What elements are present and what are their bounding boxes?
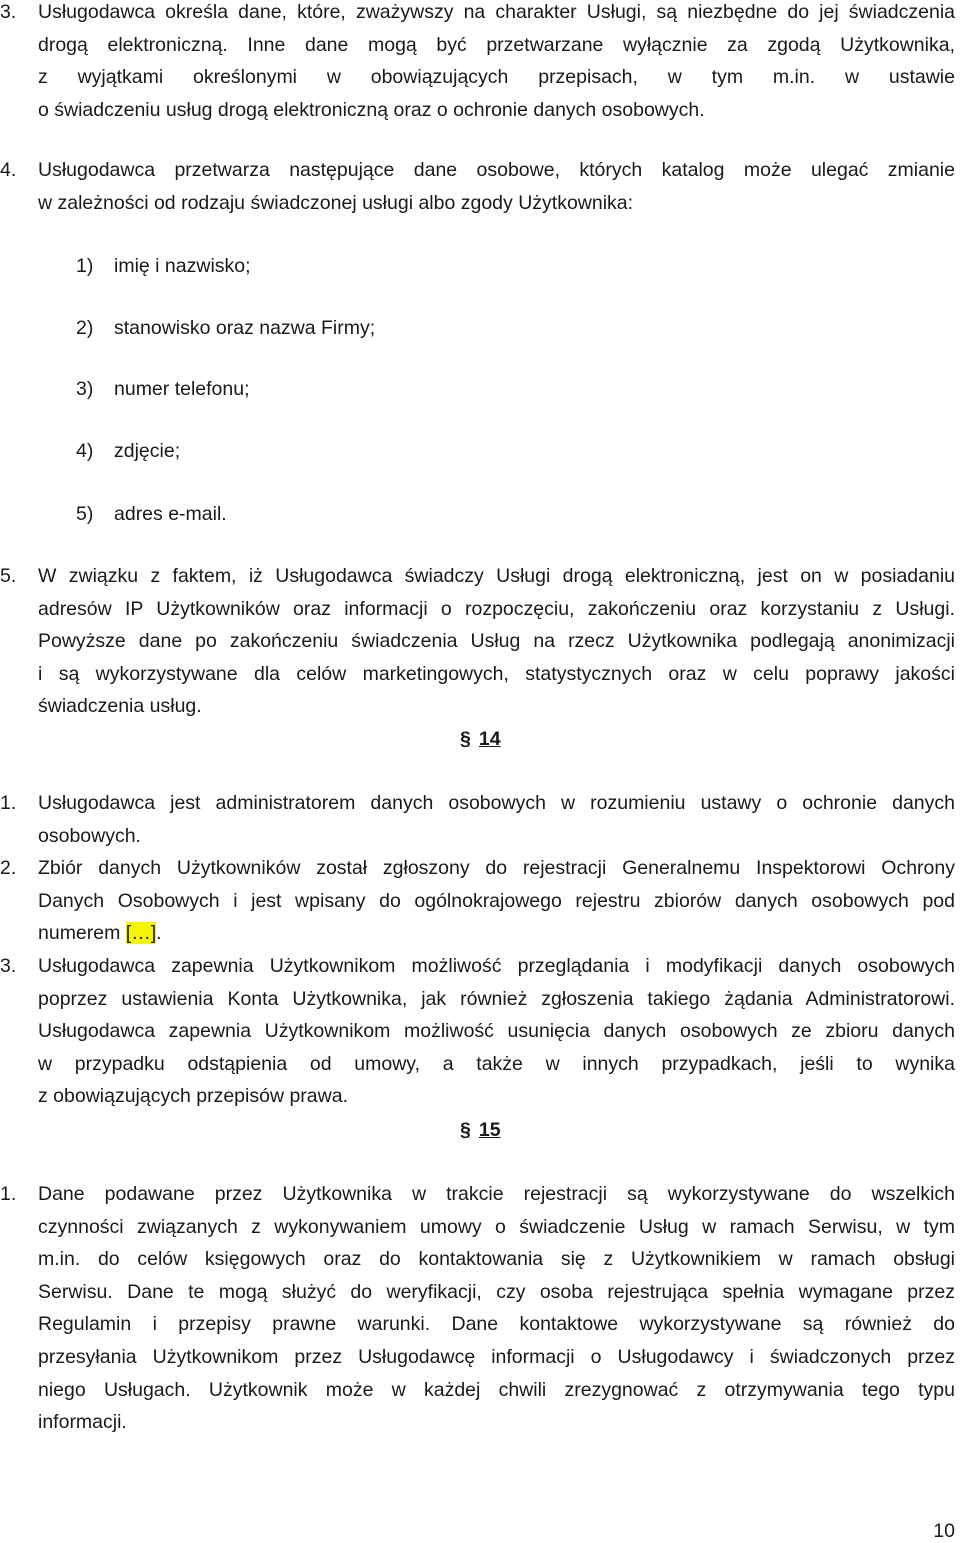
section-14-paragraph-2 <box>0 852 955 950</box>
line-prefix: numerem <box>38 922 126 945</box>
section-number: 15 <box>478 1119 501 1141</box>
paragraph-line: z obowiązujących przepisów prawa. <box>38 1085 348 1108</box>
paragraph-number: 1. <box>0 792 17 814</box>
paragraph-line: Powyższe dane po zakończeniu świadczenia Usług na rzecz Użytkownika podlegają anonimizacji <box>38 630 955 653</box>
paragraph-line: niego Usługach. Użytkownik może w każdej chwili zrezygnować z otrzymywania tego typu <box>38 1378 955 1401</box>
paragraph-line: Regulamin i przepisy prawne warunki. Dane kontaktowe wykorzystywane są również do <box>38 1313 955 1336</box>
paragraph-5 <box>0 560 955 723</box>
paragraph-line: Usługodawca określa dane, które, zważywszy na charakter Usługi, są niezbędne do jej świadczenia <box>38 1 955 23</box>
page-number: 10 <box>933 1520 955 1542</box>
paragraph-line: o świadczeniu usług drogą elektroniczną oraz o ochronie danych osobowych. <box>38 98 705 121</box>
paragraph-number: 3. <box>0 955 17 977</box>
paragraph-number: 1. <box>0 1183 17 1205</box>
list-item-text: adres e-mail. <box>114 503 227 525</box>
list-item-number: 2) <box>76 317 94 339</box>
section-number: 14 <box>478 728 501 750</box>
line-suffix: . <box>156 922 162 945</box>
paragraph-line: Danych Osobowych i jest wpisany do ogólnokrajowego rejestru zbiorów danych osobowych pod <box>38 889 955 912</box>
paragraph-number: 2. <box>0 857 17 879</box>
paragraph-line: W związku z faktem, iż Usługodawca świadczy Usługi drogą elektroniczną, jest on w posiadaniu <box>38 565 955 587</box>
list-item <box>76 498 227 530</box>
paragraph-line: przesyłania Użytkownikom przez Usługodawcę informacji o Usługodawcy i świadczonych przez <box>38 1345 955 1368</box>
paragraph-line: informacji. <box>38 1411 127 1434</box>
list-item-text: stanowisko oraz nazwa Firmy; <box>114 317 376 339</box>
paragraph-number: 4. <box>0 159 17 181</box>
list-item <box>76 435 180 467</box>
paragraph-line: w zależności od rodzaju świadczonej usługi albo zgody Użytkownika: <box>38 191 634 214</box>
list-item-number: 3) <box>76 378 94 400</box>
list-item <box>76 373 250 405</box>
section-symbol: § <box>460 728 471 750</box>
list-item <box>76 312 375 344</box>
paragraph-line: Usługodawca przetwarza następujące dane osobowe, których katalog może ulegać zmianie <box>38 159 955 181</box>
paragraph-line: m.in. do celów księgowych oraz do kontaktowania się z Użytkownikiem w ramach obsługi <box>38 1248 955 1271</box>
paragraph-4 <box>0 154 955 219</box>
paragraph-line: Usługodawca jest administratorem danych osobowych w rozumieniu ustawy o ochronie danych <box>38 792 955 814</box>
list-item-text: zdjęcie; <box>114 440 181 462</box>
paragraph-line: osobowych. <box>38 824 141 847</box>
paragraph-3 <box>0 0 955 126</box>
list-item-number: 4) <box>76 440 94 462</box>
list-item-number: 1) <box>76 255 94 277</box>
paragraph-line: w przypadku odstąpienia od umowy, a także w innych przypadkach, jeśli to wynika <box>38 1052 955 1075</box>
paragraph-line: drogą elektroniczną. Inne dane mogą być przetwarzane wyłącznie za zgodą Użytkownika, <box>38 33 955 56</box>
paragraph-line: Zbiór danych Użytkowników został zgłoszony do rejestracji Generalnemu Inspektorowi Ochrony <box>38 857 955 879</box>
paragraph-number: 3. <box>0 1 17 23</box>
list-item-number: 5) <box>76 503 94 525</box>
paragraph-line: czynności związanych z wykonywaniem umowy o świadczenie Usług w ramach Serwisu, w tym <box>38 1215 955 1238</box>
highlighted-placeholder: […] <box>125 922 157 945</box>
section-14-paragraph-1 <box>0 787 955 852</box>
paragraph-line: Usługodawca zapewnia Użytkownikom możliwość usunięcia danych osobowych ze zbioru danych <box>38 1020 955 1043</box>
paragraph-line: Dane podawane przez Użytkownika w trakcie rejestracji są wykorzystywane do wszelkich <box>38 1183 955 1205</box>
paragraph-line: Usługodawca zapewnia Użytkownikom możliwość przeglądania i modyfikacji danych osobowych <box>38 955 955 977</box>
paragraph-line: świadczenia usług. <box>38 695 202 718</box>
paragraph-number: 5. <box>0 565 17 587</box>
section-14-paragraph-3 <box>0 950 955 1113</box>
list-item <box>76 250 251 282</box>
section-symbol: § <box>460 1119 471 1141</box>
paragraph-line: poprzez ustawienia Konta Użytkownika, jak również zgłoszenia takiego żądania Administratorowi. <box>38 987 955 1010</box>
section-15-paragraph-1 <box>0 1178 955 1439</box>
paragraph-line <box>38 917 955 950</box>
list-item-text: numer telefonu; <box>114 378 250 400</box>
paragraph-line: adresów IP Użytkowników oraz informacji o rozpoczęciu, zakończeniu oraz korzystaniu z Usługi. <box>38 597 955 620</box>
section-heading-15 <box>460 1114 501 1146</box>
section-heading-14 <box>460 723 501 755</box>
paragraph-line: z wyjątkami określonymi w obowiązujących przepisach, w tym m.in. w ustawie <box>38 66 955 89</box>
list-item-text: imię i nazwisko; <box>114 255 251 277</box>
paragraph-line: Serwisu. Dane te mogą służyć do weryfikacji, czy osoba rejestrująca spełnia wymagane przez <box>38 1280 955 1303</box>
paragraph-line: i są wykorzystywane dla celów marketingowych, statystycznych oraz w celu poprawy jakości <box>38 662 955 685</box>
